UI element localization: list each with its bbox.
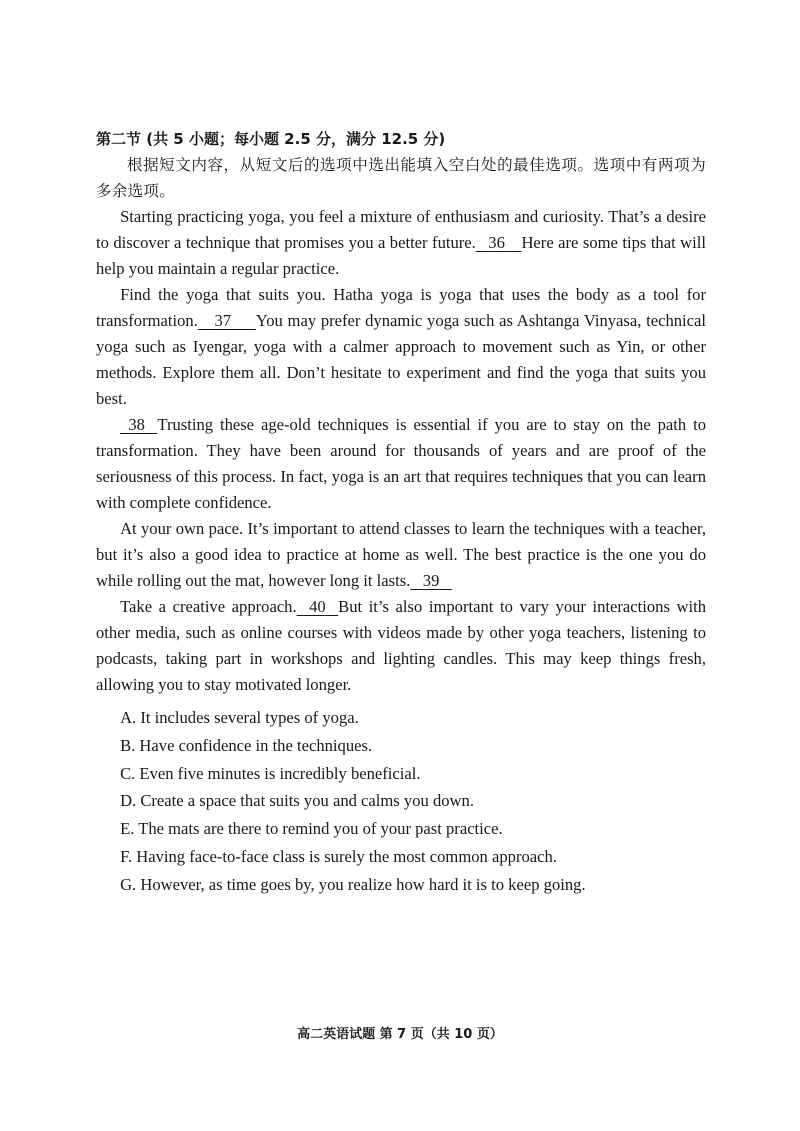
option-f: F. Having face-to-face class is surely the most common approach. bbox=[120, 846, 557, 866]
text: But it’s also important to vary your interactions with other media, such as online courses with videos made by other yoga teachers, listening to podcasts, taking part in workshops and lighting candles. This may keep things fresh, allowing you to stay motivated longer. bbox=[96, 597, 707, 694]
option-d: D. Create a space that suits you and calms you down. bbox=[120, 791, 474, 811]
option-e: E. The mats are there to remind you of your past practice. bbox=[120, 819, 503, 839]
text: Find the yoga that suits you. Hatha yoga is yoga that uses the body as a tool for transformation. bbox=[96, 285, 706, 330]
options-list bbox=[96, 704, 706, 899]
blank-40: 40 bbox=[309, 597, 326, 616]
option-a: A. It includes several types of yoga. bbox=[120, 708, 359, 727]
section-header: 第二节 (共 5 小题；每小题 2.5 分，满分 12.5 分) bbox=[96, 130, 446, 148]
option-c: C. Even five minutes is incredibly beneficial. bbox=[120, 763, 421, 783]
text: Here are some tips that will help you maintain a regular practice. bbox=[96, 233, 706, 278]
paragraph-5 bbox=[96, 594, 706, 698]
text: You may prefer dynamic yoga such as Ashtanga Vinyasa, technical yoga such as Iyengar, yoga with a calmer approach to movement such as Yin, or other methods. Explore them all. Don’t hesitate to experiment and find the yoga that suits you best. bbox=[96, 311, 706, 408]
text: Starting practicing yoga, you feel a mixture of enthusiasm and curiosity. That’s a desire to discover a technique that promises you a better future. bbox=[96, 207, 706, 252]
option-g: G. However, as time goes by, you realize how hard it is to keep going. bbox=[120, 874, 586, 894]
blank-39: 39 bbox=[422, 571, 440, 590]
paragraph-4 bbox=[96, 516, 706, 594]
text: Take a creative approach. bbox=[120, 597, 297, 616]
page-footer: 高二英语试题 第 7 页（共 10 页） bbox=[297, 1027, 503, 1042]
blank-38: 38 bbox=[128, 415, 145, 434]
text: At your own pace. It’s important to attend classes to learn the techniques with a teacher, but it’s also a good idea to practice at home as well. The best practice is the one you do while rolling out the mat, however long it lasts. bbox=[96, 519, 706, 590]
text: Trusting these age-old techniques is essential if you are to stay on the path to transformation. They have been around for thousands of years and are proof of the seriousness of this process. In fact, yoga is an art that requires techniques that you can learn with complete confidence. bbox=[96, 415, 706, 512]
exam-page bbox=[96, 126, 706, 899]
paragraph-1 bbox=[96, 204, 706, 282]
blank-36: 36 bbox=[488, 233, 505, 252]
option-b: B. Have confidence in the techniques. bbox=[120, 735, 373, 755]
blank-37: 37 bbox=[214, 311, 232, 330]
paragraph-2 bbox=[96, 282, 706, 412]
instructions: 根据短文内容，从短文后的选项中选出能填入空白处的最佳选项。选项中有两项为多余选项。 bbox=[96, 156, 706, 200]
paragraph-3 bbox=[96, 412, 706, 516]
